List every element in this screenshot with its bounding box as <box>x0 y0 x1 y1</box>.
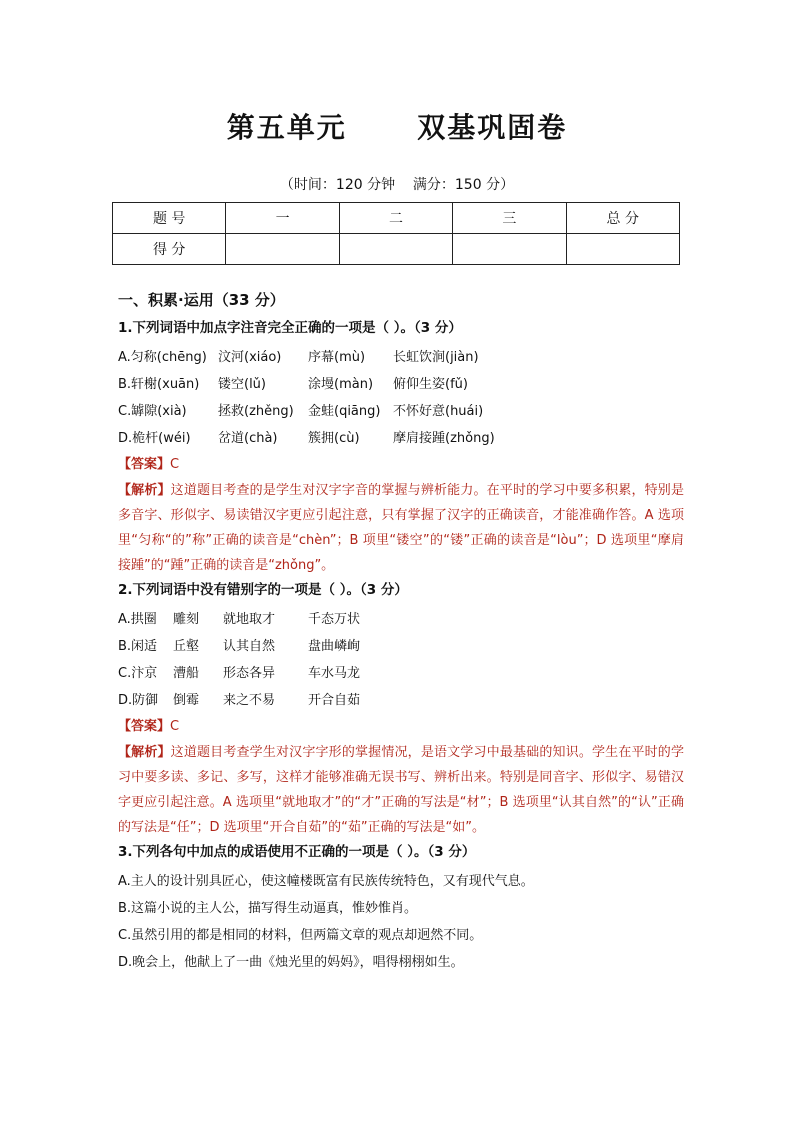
page-title: 第五单元 双基巩固卷 <box>226 111 568 144</box>
option-line: A.主人的设计别具匠心，使这幢楼既富有民族传统特色，又有现代气息。 <box>118 874 534 889</box>
option-row <box>118 344 684 371</box>
table-cell <box>566 234 679 265</box>
table-cell: 三 <box>453 203 566 234</box>
table-cell <box>226 234 339 265</box>
option-item: 岔道(chà) <box>218 431 278 446</box>
answer-value: C <box>170 457 180 472</box>
option-row <box>118 398 684 425</box>
option-line: D.晚会上，他献上了一曲《烛光里的妈妈》，唱得栩栩如生。 <box>118 955 464 970</box>
answer-line <box>118 714 684 740</box>
option-item: 摩肩接踵(zhǒng) <box>393 431 495 446</box>
option-item: 俯仰生姿(fǔ) <box>393 377 468 392</box>
option-item: A.拱圈 <box>118 612 157 627</box>
option-row <box>118 425 684 452</box>
option-item: 就地取才 <box>223 612 276 627</box>
option-item: 镂空(lǔ) <box>218 377 266 392</box>
option-item: 倒霉 <box>173 693 200 708</box>
option-row <box>118 371 684 398</box>
option-item: B.轩榭(xuān) <box>118 377 200 392</box>
option-row <box>118 660 684 687</box>
option-item: 涂墁(màn) <box>308 377 374 392</box>
option-item: 簇拥(cù) <box>308 431 360 446</box>
content <box>118 290 684 976</box>
table-row <box>113 203 680 234</box>
table-cell: 题 号 <box>113 203 226 234</box>
answer-value: C <box>170 719 180 734</box>
analysis-label: 【解析】 <box>118 483 171 498</box>
option-item: 拯救(zhěng) <box>218 404 294 419</box>
option-item: 长虹饮涧(jiàn) <box>393 350 479 365</box>
answer-label: 【答案】 <box>118 457 171 472</box>
option-line: B.这篇小说的主人公，描写得生动逼真，惟妙惟肖。 <box>118 901 418 916</box>
exam-info: （时间：120 分钟 满分：150 分） <box>279 177 515 193</box>
option-item: 雕刻 <box>173 612 200 627</box>
table-cell: 二 <box>339 203 452 234</box>
table-cell <box>339 234 452 265</box>
option-item: 丘壑 <box>173 639 200 654</box>
option-item: 序幕(mù) <box>308 350 366 365</box>
option-item: 不怀好意(huái) <box>393 404 484 419</box>
table-cell <box>453 234 566 265</box>
option-line: C.虽然引用的都是相同的材料，但两篇文章的观点却迥然不同。 <box>118 928 483 943</box>
answer-label: 【答案】 <box>118 719 171 734</box>
question-stem: 3.下列各句中加点的成语使用不正确的一项是（ ）。（3 分） <box>118 844 476 860</box>
option-item: 认其自然 <box>223 639 276 654</box>
option-item: 来之不易 <box>223 693 276 708</box>
section-title: 一、积累·运用（33 分） <box>118 291 285 309</box>
analysis-label: 【解析】 <box>118 745 171 760</box>
option-item: C.汴京 <box>118 666 158 681</box>
option-item: 汶河(xiáo) <box>218 350 282 365</box>
option-row <box>118 633 684 660</box>
analysis-text: 这道题目考查的是学生对汉字字音的掌握与辨析能力。在平时的学习中要多积累，特别是多音字、形似字、易读错汉字更应引起注意，只有掌握了汉字的正确读音，才能准确作答。A 选项里“匀称“的”称”正确的读音是“chèn”；B 项里“镂空”的“镂”正确的读音是“lòu”；D 选项里“摩肩接踵”的“踵”正确的读音是“zhǒng”。 <box>118 483 684 573</box>
analysis-text: 这道题目考查学生对汉字字形的掌握情况，是语文学习中最基础的知识。学生在平时的学习中要多读、多记、多写，这样才能够准确无误书写、辨析出来。特别是同音字、形似字、易错汉字更应引起注意。A 选项里“就地取才”的“才”正确的写法是“材”；B 选项里“认其自然”的“认”正确的写法是“任”；D 选项里“开合自茹”的“茹”正确的写法是“如”。 <box>118 745 684 835</box>
option-row <box>118 606 684 633</box>
option-item: 千态万状 <box>308 612 361 627</box>
question-stem: 1.下列词语中加点字注音完全正确的一项是（ ）。（3 分） <box>118 320 462 336</box>
option-row <box>118 687 684 714</box>
option-item: D.防御 <box>118 693 159 708</box>
score-table <box>112 202 680 265</box>
option-item: 车水马龙 <box>308 666 361 681</box>
table-cell: 总 分 <box>566 203 679 234</box>
option-item: 形态各异 <box>223 666 276 681</box>
option-item: 金蛙(qiāng) <box>308 404 381 419</box>
option-item: 开合自茹 <box>308 693 361 708</box>
question-stem: 2.下列词语中没有错别字的一项是（ ）。（3 分） <box>118 582 408 598</box>
option-item: D.桅杆(wéi) <box>118 431 191 446</box>
option-item: 漕船 <box>173 666 200 681</box>
option-item: 盘曲嶙峋 <box>308 639 361 654</box>
table-cell: 一 <box>226 203 339 234</box>
option-item: A.匀称(chēng) <box>118 350 207 365</box>
table-row <box>113 234 680 265</box>
option-item: C.罅隙(xià) <box>118 404 187 419</box>
table-cell: 得 分 <box>113 234 226 265</box>
option-item: B.闲适 <box>118 639 158 654</box>
analysis <box>118 478 684 578</box>
analysis <box>118 740 684 840</box>
answer-line <box>118 452 684 478</box>
